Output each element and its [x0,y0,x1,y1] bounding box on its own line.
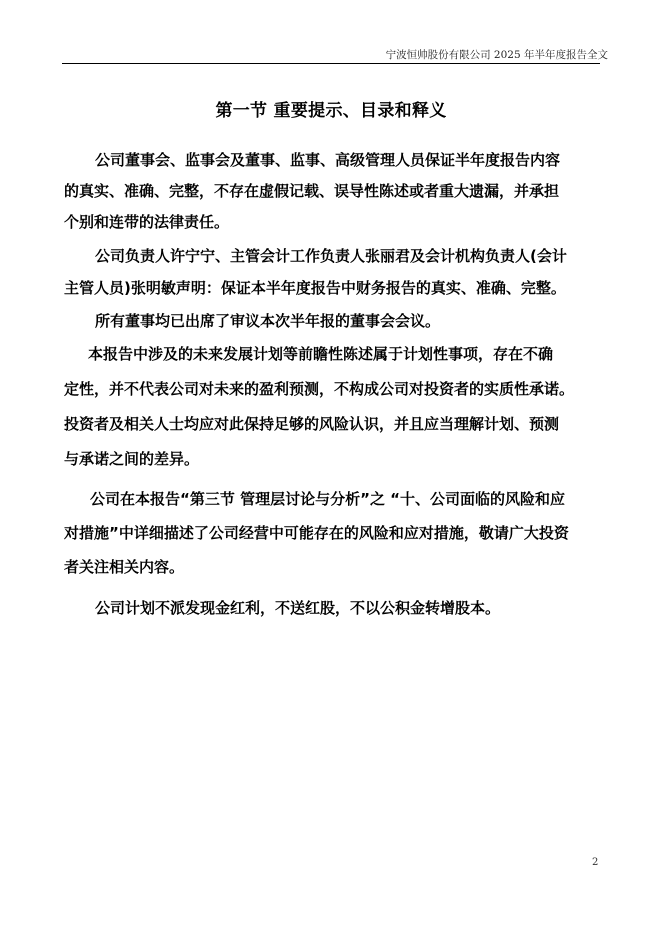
text-line: 的真实、准确、完整，不存在虚假记载、误导性陈述或者重大遗漏，并承担 [64,182,560,200]
text-line: 公司在本报告“第三节 管理层讨论与分析”之 “十、公司面临的风险和应 [90,490,566,508]
text-line: 公司董事会、监事会及董事、监事、高级管理人员保证半年度报告内容 [95,151,561,169]
header-divider [62,63,600,64]
text-line: 主管人员)张明敏声明：保证本半年度报告中财务报告的真实、准确、完整。 [64,279,566,297]
text-line: 个别和连带的法律责任。 [64,213,230,231]
text-line: 本报告中涉及的未来发展计划等前瞻性陈述属于计划性事项，存在不确 [88,345,554,363]
text-line: 者关注相关内容。 [64,558,185,576]
text-line: 投资者及相关人士均应对此保持足够的风险认识，并且应当理解计划、预测 [64,415,560,433]
text-line: 与承诺之间的差异。 [64,450,200,468]
running-header: 宁波恒帅股份有限公司 2025 年半年度报告全文 [385,49,608,61]
text-line: 公司负责人许宁宁、主管会计工作负责人张丽君及会计机构负责人(会计 [95,247,567,265]
section-title: 第一节 重要提示、目录和释义 [215,101,447,121]
text-line: 公司计划不派发现金红利，不送红股，不以公积金转增股本。 [95,599,501,617]
page-number: 2 [592,857,599,868]
text-line: 所有董事均已出席了审议本次半年报的董事会会议。 [95,312,441,330]
text-line: 定性，并不代表公司对未来的盈利预测，不构成公司对投资者的实质性承诺。 [64,380,575,398]
text-line: 对措施”中详细描述了公司经营中可能存在的风险和应对措施，敬请广大投资 [64,524,569,542]
